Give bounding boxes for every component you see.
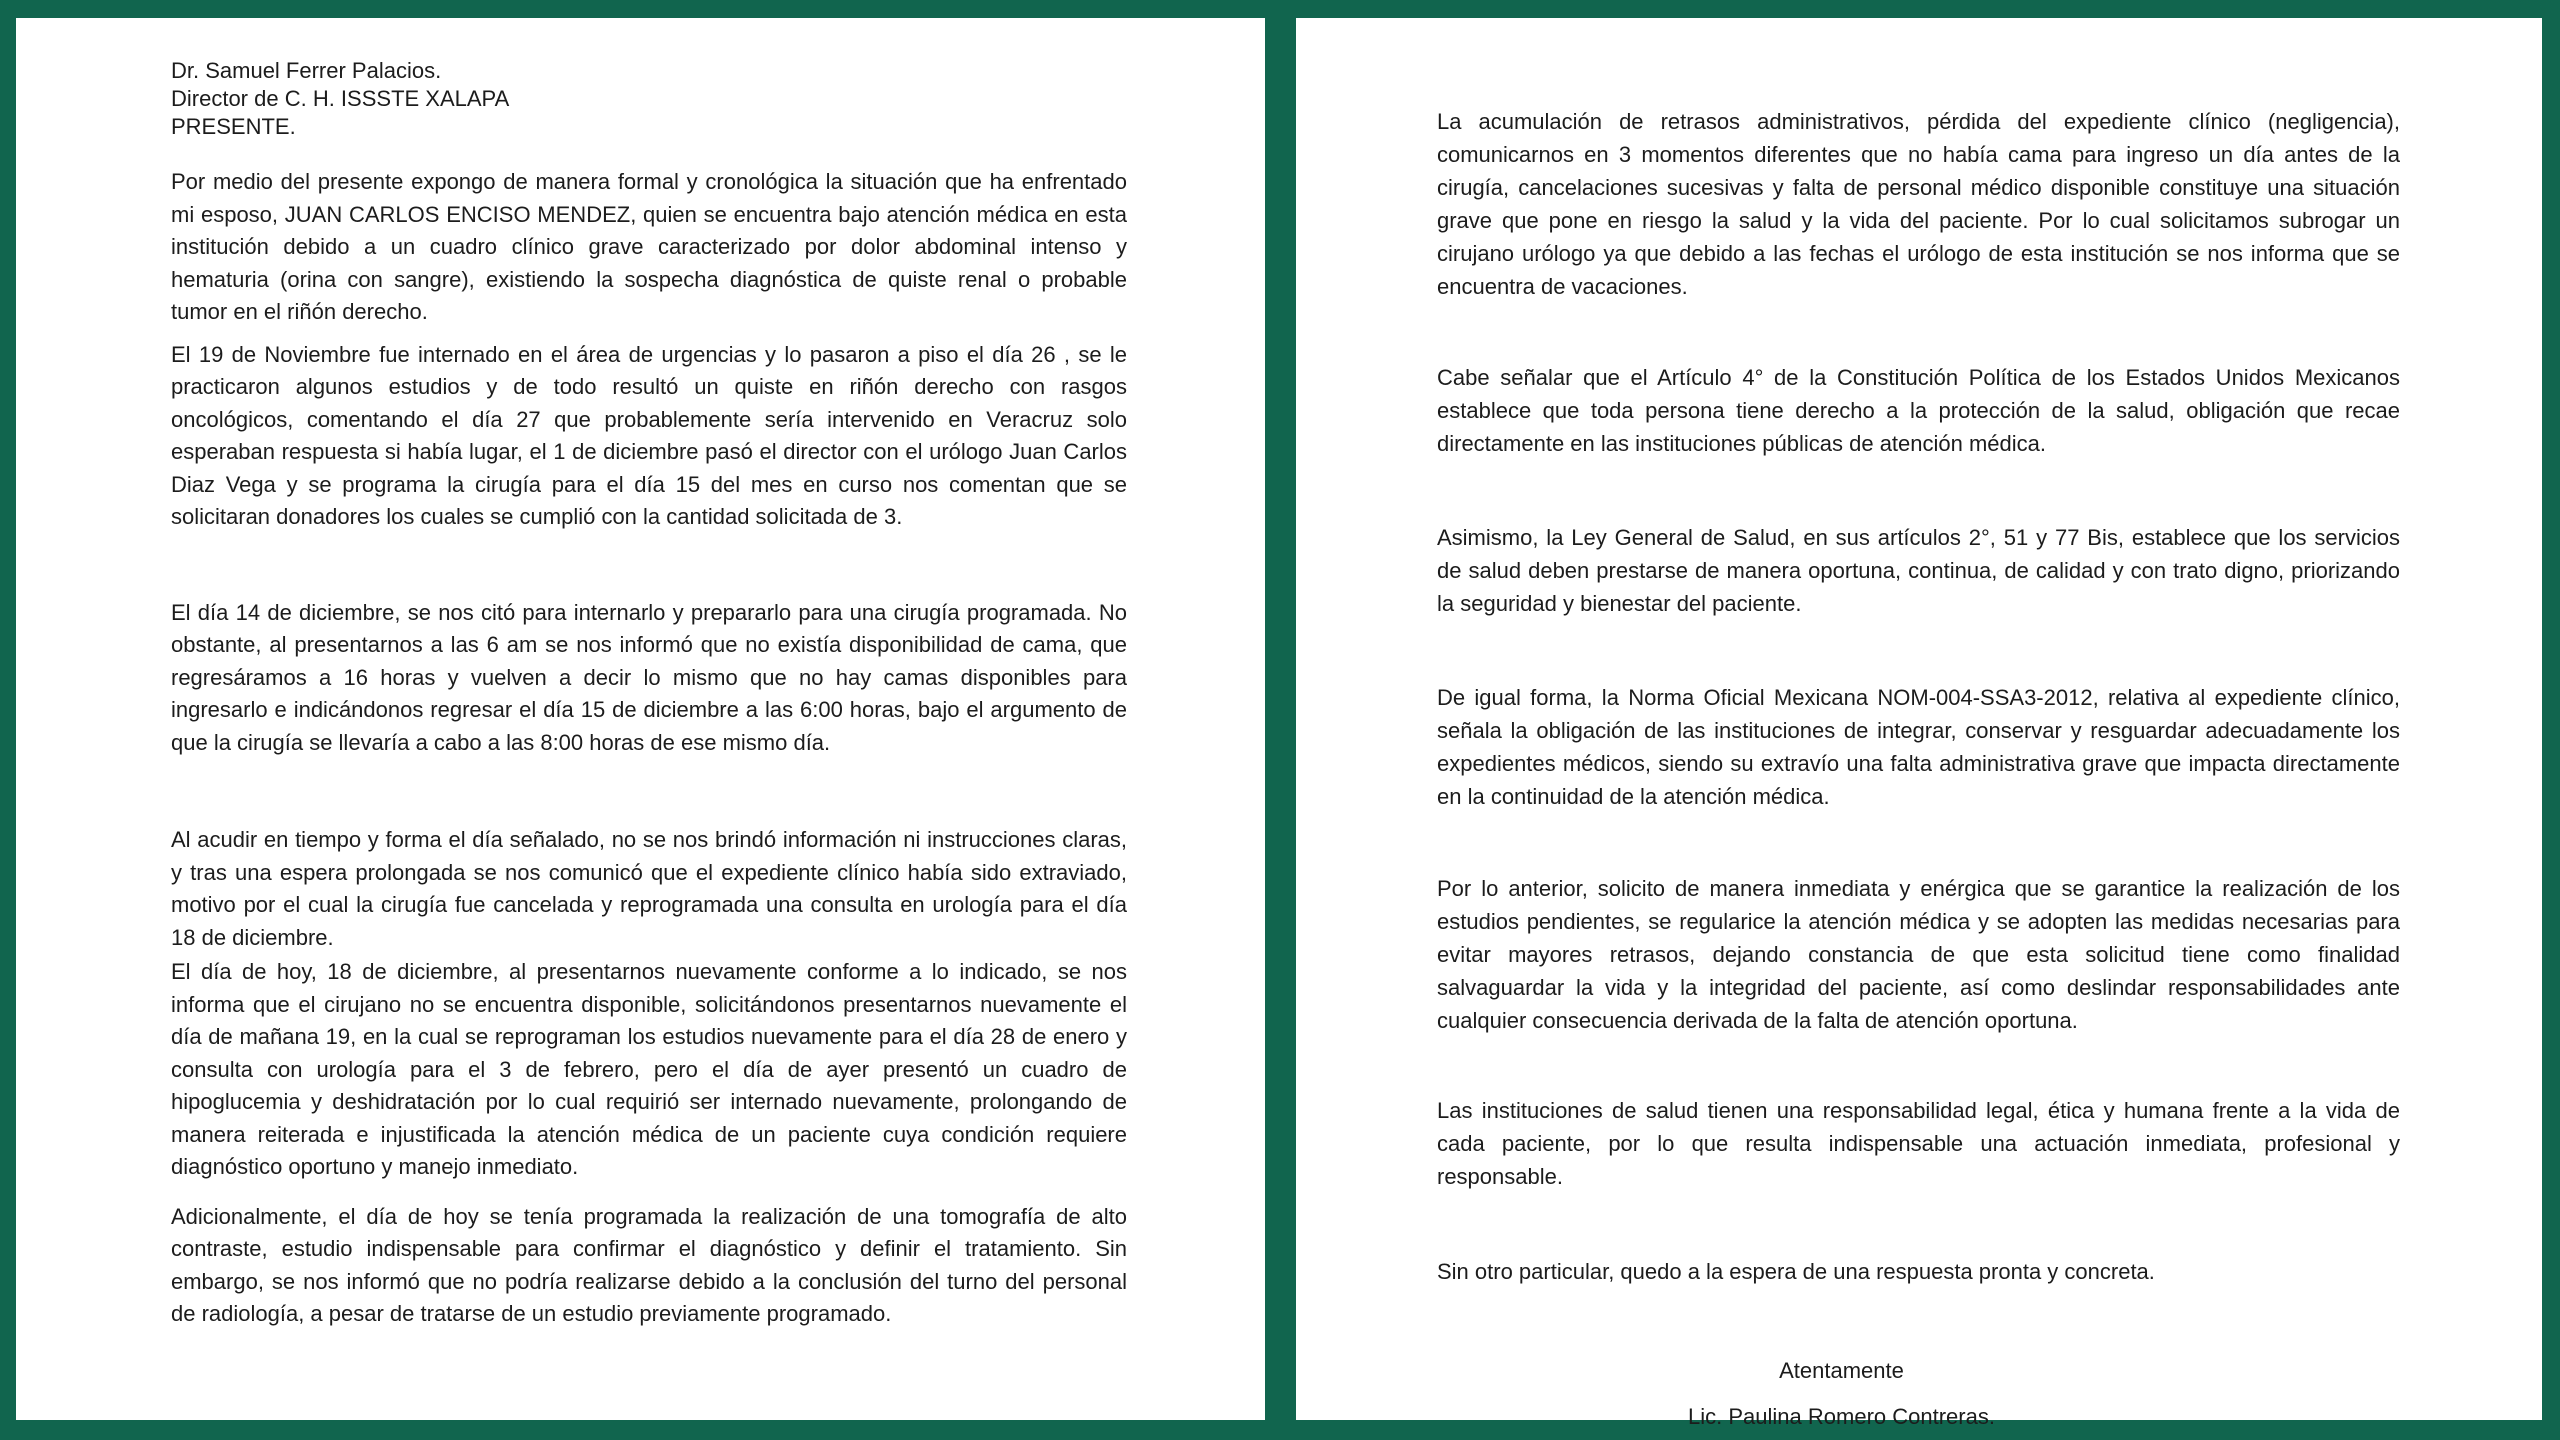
paragraph: Adicionalmente, el día de hoy se tenía programada la realización de una tomografía de alto contraste, estudio indispensable para confirmar el diagnóstico y definir el tratamiento. Sin embargo, se nos informó que no podría realizarse debido a la conclusión del turno del personal de radiología, a pesar de tratarse de un estudio previamente programado.	[171, 1203, 1127, 1326]
page-2-content	[1296, 18, 2542, 1429]
paragraph: El día 14 de diciembre, se nos citó para internarlo y prepararlo para una cirugía programada. No obstante, al presentarnos a las 6 am se nos informó que no existía disponibilidad de cama, que regresáramos a 16 horas y vuelven a decir lo mismo que no hay camas disponibles para ingresarlo e indicándonos regresar el día 15 de diciembre a las 6:00 horas, bajo el argumento de que la cirugía se llevaría a cabo a las 8:00 horas de ese mismo día.	[171, 599, 1127, 755]
paragraph: El 19 de Noviembre fue internado en el área de urgencias y lo pasaron a piso el día 26 , se le practicaron algunos estudios y de todo resultó un quiste en riñón derecho con rasgos oncológicos, comentando el día 27 que probablemente sería intervenido en Veracruz solo esperaban respuesta si había lugar, el 1 de diciembre pasó el director con el urólogo Juan Carlos Diaz Vega y se programa la cirugía para el día 15 del mes en curso nos comentan que se solicitaran donadores los cuales se cumplió con la cantidad solicitada de 3.	[171, 341, 1127, 529]
paragraph: Por lo anterior, solicito de manera inmediata y enérgica que se garantice la realización de los estudios pendientes, se regularice la atención médica y se adopten las medidas necesarias para evitar mayores retrasos, dejando constancia de que esta solicitud tiene como finalidad salvaguardar la vida y la integridad del paciente, así como deslindar responsabilidades ante cualquier consecuencia derivada de la falta de atención oportuna.	[1437, 876, 2400, 1033]
recipient-name: Dr. Samuel Ferrer Palacios.	[171, 58, 442, 83]
signatory-name: Lic. Paulina Romero Contreras.	[1688, 1404, 1995, 1429]
page-1-content	[16, 18, 1265, 1420]
closing-salutation: Atentamente	[1779, 1358, 1904, 1383]
paragraph: Al acudir en tiempo y forma el día señalado, no se nos brindó información ni instrucciones claras, y tras una espera prolongada se nos comunicó que el expediente clínico había sido extraviado, motivo por el cual la cirugía fue cancelada y reprogramada una consulta en urología para el día 18 de diciembre.	[171, 827, 1127, 950]
letter-page-2	[1296, 18, 2542, 1429]
paragraph: Asimismo, la Ley General de Salud, en sus artículos 2°, 51 y 77 Bis, establece que los servicios de salud deben prestarse de manera oportuna, continua, de calidad y con trato digno, priorizando la seguridad y bienestar del paciente.	[1437, 525, 2400, 616]
paragraph: Por medio del presente expongo de manera formal y cronológica la situación que ha enfrentado mi esposo, JUAN CARLOS ENCISO MENDEZ, quien se encuentra bajo atención médica en esta institución debido a un cuadro clínico grave caracterizado por dolor abdominal intenso y hematuria (orina con sangre), existiendo la sospecha diagnóstica de quiste renal o probable tumor en el riñón derecho.	[171, 169, 1127, 324]
paragraph: Cabe señalar que el Artículo 4° de la Constitución Política de los Estados Unidos Mexicanos establece que toda persona tiene derecho a la protección de la salud, obligación que recae directamente en las instituciones públicas de atención médica.	[1437, 365, 2400, 456]
recipient-title: Director de C. H. ISSSTE XALAPA	[171, 86, 510, 111]
paragraph: Sin otro particular, quedo a la espera de una respuesta pronta y concreta.	[1437, 1259, 2155, 1284]
recipient-block	[171, 57, 1127, 141]
letter-page-1	[16, 18, 1265, 1420]
paragraph: El día de hoy, 18 de diciembre, al presentarnos nuevamente conforme a lo indicado, se nos informa que el cirujano no se encuentra disponible, solicitándonos presentarnos nuevamente el día de mañana 19, en la cual se reprograman los estudios nuevamente para el día 28 de enero y consulta con urología para el 3 de febrero, pero el día de ayer presentó un cuadro de hipoglucemia y deshidratación por lo cual requirió ser internado nuevamente, prolongando de manera reiterada e injustificada la atención médica de un paciente cuya condición requiere diagnóstico oportuno y manejo inmediato.	[171, 959, 1127, 1179]
recipient-presente: PRESENTE.	[171, 114, 296, 139]
paragraph: De igual forma, la Norma Oficial Mexicana NOM-004-SSA3-2012, relativa al expediente clínico, señala la obligación de las instituciones de integrar, conservar y resguardar adecuadamente los expedientes médicos, siendo su extravío una falta administrativa grave que impacta directamente en la continuidad de la atención médica.	[1437, 685, 2400, 809]
paragraph: La acumulación de retrasos administrativos, pérdida del expediente clínico (negligencia), comunicarnos en 3 momentos diferentes que no había cama para ingreso un día antes de la cirugía, cancelaciones sucesivas y falta de personal médico disponible constituye una situación grave que pone en riesgo la salud y la vida del paciente. Por lo cual solicitamos subrogar un cirujano urólogo ya que debido a las fechas el urólogo de esta institución se nos informa que se encuentra de vacaciones.	[1437, 109, 2400, 299]
paragraph: Las instituciones de salud tienen una responsabilidad legal, ética y humana frente a la vida de cada paciente, por lo que resulta indispensable una actuación inmediata, profesional y responsable.	[1437, 1098, 2400, 1189]
